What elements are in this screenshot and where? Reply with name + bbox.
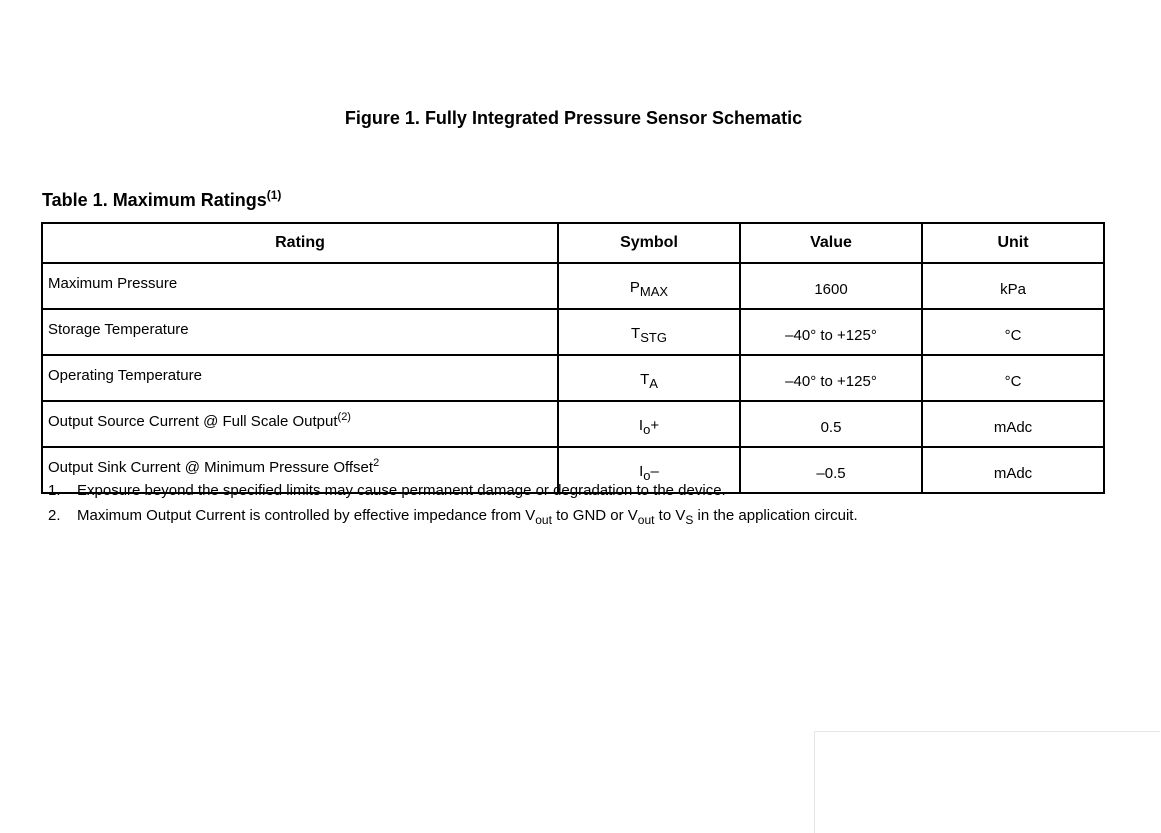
rating-text: Maximum Pressure	[48, 275, 178, 292]
table-footnotes	[48, 482, 858, 532]
value-cell: 1600	[740, 263, 922, 309]
symbol-suffix: +	[650, 417, 660, 434]
symbol-subscript: o	[643, 468, 651, 483]
rating-footnote: (2)	[337, 411, 351, 423]
symbol-main: I	[638, 417, 644, 434]
symbol-subscript: o	[643, 422, 651, 437]
value-cell: 0.5	[740, 401, 922, 447]
unit-cell: °C	[922, 309, 1104, 355]
footnote-subscript: S	[685, 513, 694, 527]
symbol-subscript: MAX	[639, 284, 669, 299]
rating-text: Operating Temperature	[48, 367, 202, 384]
rating-cell	[42, 355, 558, 401]
footnote-text-part: Maximum Output Current is controlled by effective impedance from V	[77, 507, 536, 524]
symbol-main: P	[629, 279, 640, 296]
table-row	[42, 355, 1104, 401]
rating-cell	[42, 401, 558, 447]
symbol-suffix: –	[650, 463, 659, 480]
figure-caption: Figure 1. Fully Integrated Pressure Sensor Schematic	[344, 108, 803, 128]
symbol-cell	[558, 355, 740, 401]
footnote-text-part: to GND or V	[551, 507, 638, 524]
header-unit: Unit	[922, 223, 1104, 263]
footnote-number: 1.	[48, 482, 61, 499]
footnote-subscript: out	[535, 513, 552, 527]
symbol-subscript: STG	[640, 330, 667, 345]
footnote-text-part: to V	[654, 507, 686, 524]
symbol-main: T	[631, 325, 641, 342]
rating-footnote: 2	[373, 457, 380, 469]
rating-text: Output Source Current @ Full Scale Output	[48, 413, 338, 430]
header-rating: Rating	[42, 223, 558, 263]
footnote-text: Exposure beyond the specified limits may cause permanent damage or degradation to the device.	[77, 482, 726, 499]
rating-cell	[42, 263, 558, 309]
header-value: Value	[740, 223, 922, 263]
footnote-1	[48, 482, 858, 507]
table-title	[42, 188, 281, 211]
unit-cell: mAdc	[922, 447, 1104, 493]
rating-cell	[42, 309, 558, 355]
table-header-row	[42, 223, 1104, 263]
symbol-cell	[558, 309, 740, 355]
footnote-text-part: in the application circuit.	[693, 507, 858, 524]
value-cell: –40° to +125°	[740, 355, 922, 401]
table-row	[42, 401, 1104, 447]
table-row	[42, 263, 1104, 309]
unit-cell: °C	[922, 355, 1104, 401]
rating-text: Output Sink Current @ Minimum Pressure Offset	[48, 459, 374, 476]
footnote-subscript: out	[637, 513, 655, 527]
footnote-2	[48, 507, 858, 532]
rating-text: Storage Temperature	[48, 321, 189, 338]
table-title-text: Table 1. Maximum Ratings	[42, 190, 267, 210]
table-title-footnote-ref: (1)	[266, 188, 282, 202]
symbol-main: T	[640, 371, 650, 388]
symbol-cell	[558, 263, 740, 309]
symbol-main: I	[639, 463, 644, 480]
value-cell: –40° to +125°	[740, 309, 922, 355]
table-row	[42, 309, 1104, 355]
symbol-subscript: A	[649, 376, 658, 391]
footnote-number: 2.	[48, 507, 61, 524]
symbol-cell	[558, 401, 740, 447]
page-corner-frame	[814, 731, 1160, 833]
value-cell: –0.5	[740, 447, 922, 493]
unit-cell: mAdc	[922, 401, 1104, 447]
unit-cell: kPa	[922, 263, 1104, 309]
maximum-ratings-table	[41, 222, 1105, 494]
header-symbol: Symbol	[558, 223, 740, 263]
